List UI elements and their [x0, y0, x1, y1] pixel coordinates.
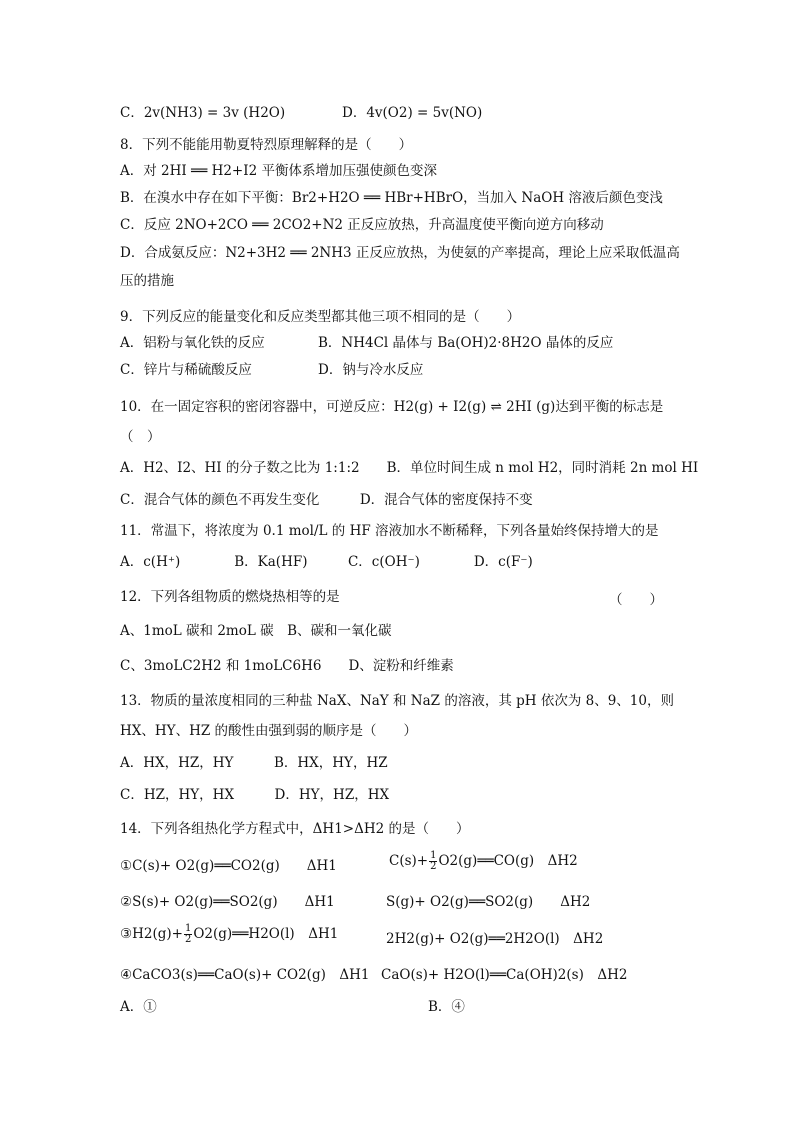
text-line-q13cd: C．HZ，HY，HX D．HY，HZ，HX	[120, 787, 390, 803]
text-line-q12ab: A、1moL 碳和 2moL 碳 B、碳和一氧化碳	[120, 623, 392, 639]
eq1-right	[389, 851, 578, 872]
text-line-q9: 9．下列反应的能量变化和反应类型都其他三项不相同的是（ ）	[120, 309, 521, 325]
text-line-q10cd: C．混合气体的颜色不再发生变化 D．混合气体的密度保持不变	[120, 492, 533, 508]
eq3-left	[120, 924, 338, 945]
text-line-q8a: A．对 2HI ══ H2+I2 平衡体系增加压强使颜色变深	[120, 163, 437, 179]
text-line-q13b: HX、HY、HZ 的酸性由强到弱的顺序是（ ）	[120, 723, 418, 739]
text-line-q11: 11．常温下，将浓度为 0.1 mol/L 的 HF 溶液加水不断稀释，下列各量始终保持增大的是	[120, 523, 659, 539]
text-line-q13a: 13．物质的量浓度相同的三种盐 NaX、NaY 和 NaZ 的溶液，其 pH 依次为 8、9、10，则	[120, 693, 674, 709]
answer-option-a: A．①	[120, 999, 157, 1015]
text-line-q13ab: A．HX，HZ，HY B．HX，HY，HZ	[120, 755, 388, 771]
text-line-q10b: （ ）	[120, 429, 161, 445]
eq2-left: ②S(s)+ O2(g)══SO2(g) ΔH1	[120, 894, 335, 910]
text-line-q10ab: A．H2、I2、HI 的分子数之比为 1:1:2 B．单位时间生成 n mol H2，同时消耗 2n mol HI	[120, 460, 699, 476]
text-line-q11opts: A．c(H⁺) B．Ka(HF) C．c(OH⁻) D．c(F⁻)	[120, 554, 533, 570]
q12-answer-bracket: （ ）	[609, 592, 663, 608]
half-fraction	[184, 924, 192, 945]
text-line-q8b: B．在溴水中存在如下平衡：Br2+H2O ══ HBr+HBrO，当加入 NaOH 溶液后颜色变浅	[120, 190, 663, 206]
answer-option-b: B．④	[428, 999, 465, 1015]
eq1-right-part-a: C(s)+	[389, 853, 429, 869]
eq3-right: 2H2(g)+ O2(g)══2H2O(l) ΔH2	[386, 931, 604, 947]
text-line-q9c: C．锌片与稀硫酸反应	[120, 362, 252, 378]
half-fraction	[429, 851, 437, 872]
text-line-q14: 14．下列各组热化学方程式中，ΔH1>ΔH2 的是（ ）	[120, 821, 470, 837]
eq4-left: ④CaCO3(s)══CaO(s)+ CO2(g) ΔH1	[120, 967, 370, 983]
text-line-q9b: B．NH4Cl 晶体与 Ba(OH)2·8H2O 晶体的反应	[318, 335, 614, 351]
eq2-right: S(g)+ O2(g)══SO2(g) ΔH2	[386, 894, 591, 910]
text-line-q12: 12．下列各组物质的燃烧热相等的是	[120, 589, 340, 605]
eq3-left-part-a: ③H2(g)+	[120, 926, 183, 942]
fraction-numerator: 1	[430, 850, 437, 861]
text-line-q9d: D．钠与冷水反应	[318, 362, 424, 378]
text-line-q8c: C．反应 2NO+2CO ══ 2CO2+N2 正反应放热，升高温度使平衡向逆方向移动	[120, 217, 604, 233]
text-line-q7d: D．4v(O2) = 5v(NO)	[342, 105, 483, 121]
text-line-q8: 8．下列不能能用勒夏特烈原理解释的是（ ）	[120, 137, 413, 153]
fraction-denominator: 2	[430, 861, 437, 872]
eq3-left-part-b: O2(g)══H2O(l) ΔH1	[193, 926, 339, 942]
text-line-q12cd: C、3moLC2H2 和 1moLC6H6 D、淀粉和纤维素	[120, 658, 454, 674]
text-line-q9a: A．铝粉与氧化铁的反应	[120, 335, 265, 351]
fraction-denominator: 2	[184, 934, 192, 945]
text-line-q7c: C．2v(NH3) = 3v (H2O)	[120, 105, 286, 121]
text-line-q8d2: 压的措施	[120, 273, 174, 289]
eq4-right: CaO(s)+ H2O(l)══Ca(OH)2(s) ΔH2	[381, 967, 628, 983]
text-line-q10a: 10．在一固定容积的密闭容器中，可逆反应：H2(g) + I2(g) ⇌ 2HI (g)达到平衡的标志是	[120, 399, 664, 415]
text-line-q8d1: D．合成氨反应：N2+3H2 ══ 2NH3 正反应放热，为使氨的产率提高，理论上应采取低温高	[120, 245, 680, 261]
fraction-numerator: 1	[184, 923, 192, 934]
eq1-left: ①C(s)+ O2(g)══CO2(g) ΔH1	[120, 858, 337, 874]
eq1-right-part-b: O2(g)══CO(g) ΔH2	[438, 853, 578, 869]
